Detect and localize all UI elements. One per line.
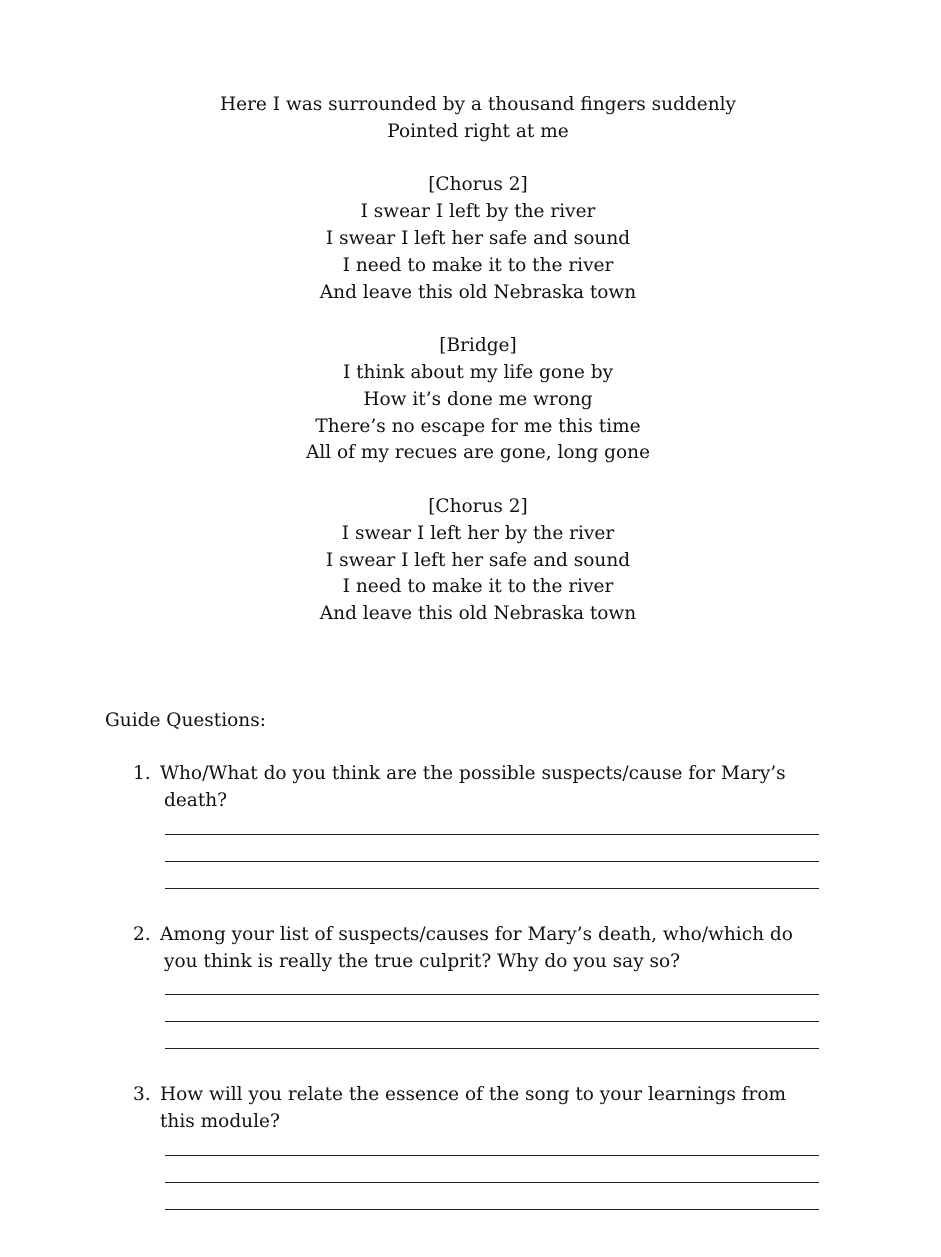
question-3: [133, 1081, 833, 1135]
stanza-gap: [0, 306, 941, 333]
lyric-line: And leave this old Nebraska town: [319, 603, 637, 625]
question-number: 1.: [133, 763, 151, 784]
stanza-gap: [0, 467, 941, 494]
question-text-line: this module?: [160, 1111, 280, 1132]
lyric-line: I need to make it to the river: [342, 576, 614, 598]
question-text: [160, 921, 833, 975]
guide-questions-heading: Guide Questions:: [105, 710, 266, 731]
section-label-bridge: [Bridge]: [439, 335, 517, 357]
answer-line[interactable]: [165, 1048, 819, 1049]
question-number: 3.: [133, 1084, 151, 1105]
lyric-line: Pointed right at me: [387, 120, 569, 142]
lyric-line: There’s no escape for me this time: [315, 415, 641, 437]
answer-line[interactable]: [165, 1209, 819, 1210]
question-text: [160, 1081, 833, 1135]
lyric-line: I swear I left her by the river: [341, 522, 615, 544]
song-lyrics: [0, 92, 941, 628]
lyric-line: I swear I left by the river: [360, 201, 596, 223]
answer-line[interactable]: [165, 861, 819, 862]
lyric-line: And leave this old Nebraska town: [319, 281, 637, 303]
question-text: [160, 760, 833, 814]
lyric-line: I swear I left her safe and sound: [325, 227, 631, 249]
answer-line[interactable]: [165, 834, 819, 835]
answer-line[interactable]: [165, 1021, 819, 1022]
lyric-line: I need to make it to the river: [342, 254, 614, 276]
question-text-line: Who/What do you think are the possible suspects/cause for Mary’s: [160, 763, 786, 784]
lyric-line: All of my recues are gone, long gone: [305, 442, 651, 464]
answer-line[interactable]: [165, 1155, 819, 1156]
lyric-line: Here I was surrounded by a thousand fingers suddenly: [220, 94, 736, 115]
question-text-line: How will you relate the essence of the song to your learnings from: [160, 1084, 787, 1105]
stanza-gap: [0, 146, 941, 173]
lyric-line: I think about my life gone by: [342, 361, 614, 383]
question-text-line: death?: [164, 790, 228, 811]
answer-line[interactable]: [165, 888, 819, 889]
question-number: 2.: [133, 924, 151, 945]
answer-line[interactable]: [165, 994, 819, 995]
section-label-chorus: [Chorus 2]: [428, 174, 528, 196]
question-1: [133, 760, 833, 814]
question-2: [133, 921, 833, 975]
answer-line[interactable]: [165, 1182, 819, 1183]
lyric-line: I swear I left her safe and sound: [325, 549, 631, 571]
question-text-line: Among your list of suspects/causes for Mary’s death, who/which do: [160, 924, 793, 945]
lyric-line: How it’s done me wrong: [363, 388, 593, 410]
question-text-line: you think is really the true culprit? Why do you say so?: [164, 951, 681, 972]
section-label-chorus: [Chorus 2]: [428, 495, 528, 517]
